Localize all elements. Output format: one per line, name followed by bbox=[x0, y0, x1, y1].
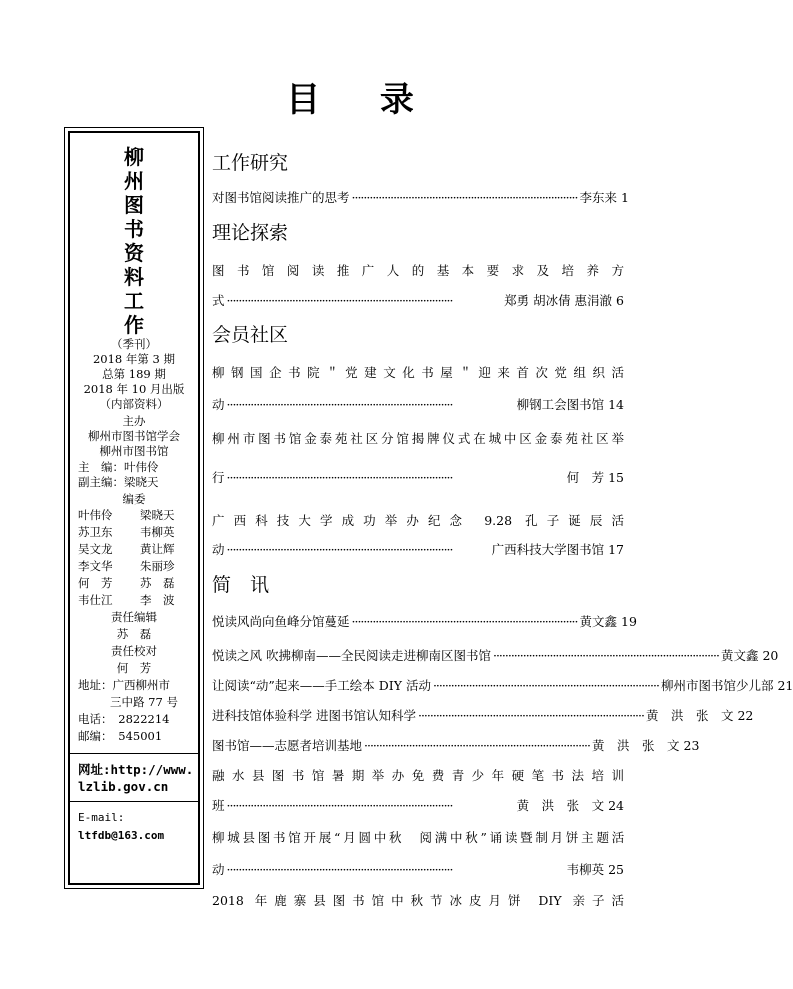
proofreader: 何 芳 bbox=[116, 661, 152, 675]
entry-page: 25 bbox=[608, 862, 624, 877]
entry-title-line-2: 动 bbox=[212, 397, 225, 412]
committee-member: 叶伟伶 bbox=[78, 508, 113, 522]
phone: 电话： 2822214 bbox=[78, 712, 170, 726]
committee-member: 韦柳英 bbox=[140, 525, 175, 539]
leader-dots: ············································································ bbox=[351, 190, 578, 205]
divider bbox=[70, 753, 198, 754]
leader-dots: ············································································ bbox=[226, 470, 453, 485]
toc-entry bbox=[212, 513, 624, 529]
entry-title: 悦读之风 吹拂柳南——全民阅读走进柳南区图书馆 bbox=[212, 648, 491, 663]
committee-member: 吴文龙 bbox=[78, 542, 113, 556]
leader-dots: ············································································ bbox=[417, 708, 644, 723]
section-heading: 会员社区 bbox=[212, 324, 289, 346]
journal-title-char: 柳 bbox=[124, 145, 144, 169]
entry-title-line-1: 融水县图书馆暑期举办免费青少年硬笔书法培训 bbox=[212, 768, 624, 783]
entry-author: 黄文鑫 bbox=[579, 614, 618, 629]
deputy-editor: 副主编：梁晓天 bbox=[78, 475, 159, 489]
email: ltfdb@163.com bbox=[78, 829, 165, 842]
leader-dots: ············································································ bbox=[432, 678, 659, 693]
frequency: （季刊） bbox=[111, 337, 157, 351]
toc-entry-cont bbox=[212, 293, 624, 309]
entry-page: 24 bbox=[608, 798, 624, 813]
journal-title-char: 资 bbox=[124, 241, 144, 265]
toc-entry bbox=[212, 678, 793, 694]
website-line-2: lzlib.gov.cn bbox=[78, 779, 169, 794]
toc-entry-cont bbox=[212, 397, 624, 413]
committee-member: 梁晓天 bbox=[140, 508, 175, 522]
leader-dots: ············································································ bbox=[351, 614, 578, 629]
committee-member: 李文华 bbox=[78, 559, 113, 573]
entry-title: 进科技馆体验科学 进图书馆认知科学 bbox=[212, 708, 416, 723]
leader-dots: ············································································ bbox=[226, 293, 453, 308]
entry-title-line-2: 式 bbox=[212, 293, 225, 308]
committee-member: 苏卫东 bbox=[78, 525, 113, 539]
committee-label: 编委 bbox=[122, 492, 146, 506]
toc-entry bbox=[212, 263, 624, 279]
masthead-inner bbox=[68, 131, 200, 885]
entry-page: 20 bbox=[762, 648, 779, 663]
entry-title: 对图书馆阅读推广的思考 bbox=[212, 190, 350, 205]
toc-entry-cont bbox=[212, 798, 624, 814]
journal-title-char: 州 bbox=[124, 169, 144, 193]
entry-author: 柳钢工会图书馆 bbox=[516, 397, 605, 412]
address-line-1: 地址：广西柳州市 bbox=[78, 678, 170, 692]
toc-entry bbox=[212, 190, 629, 206]
entry-author: 黄文鑫 bbox=[720, 648, 759, 663]
masthead-box bbox=[64, 127, 204, 889]
leader-dots: ············································································ bbox=[226, 542, 453, 557]
journal-title-char: 工 bbox=[124, 289, 144, 313]
toc-entry-cont bbox=[212, 542, 624, 558]
sponsor-label: 主办 bbox=[122, 414, 146, 428]
leader-dots: ············································································ bbox=[364, 738, 590, 753]
address-line-2: 三中路 77 号 bbox=[110, 695, 178, 709]
entry-title-line-2: 行 bbox=[212, 470, 225, 485]
entry-title-line-1: 柳州市图书馆金泰苑社区分馆揭牌仪式在城中区金泰苑社区举 bbox=[212, 431, 624, 446]
issue-number: 2018 年第 3 期 bbox=[92, 352, 176, 366]
entry-page: 15 bbox=[608, 470, 624, 485]
entry-title-line-1: 柳钢国企书院＂党建文化书屋＂迎来首次党组织活 bbox=[212, 365, 624, 380]
leader-dots: ············································································ bbox=[492, 648, 719, 663]
entry-page: 22 bbox=[737, 708, 754, 723]
entry-author: 黄 洪 张 文 bbox=[516, 798, 605, 813]
entry-author: 柳州市图书馆少儿部 bbox=[660, 678, 774, 693]
entry-title-line-1: 图书馆阅读推广人的基本要求及培养方 bbox=[212, 263, 624, 278]
toc-entry bbox=[212, 614, 637, 630]
entry-title-line-2: 动 bbox=[212, 542, 225, 557]
entry-title-line-2: 动 bbox=[212, 862, 225, 877]
page-title: 目 录 bbox=[286, 80, 438, 120]
editor-in-chief: 主 编：叶伟伶 bbox=[78, 460, 159, 474]
responsible-editor-label: 责任编辑 bbox=[111, 610, 157, 624]
divider bbox=[70, 801, 198, 802]
toc-entry-cont bbox=[212, 862, 624, 878]
publish-date: 2018 年 10 月出版 bbox=[83, 382, 185, 396]
entry-author: 广西科技大学图书馆 bbox=[491, 542, 605, 557]
committee-member: 李 波 bbox=[140, 593, 175, 607]
entry-page: 6 bbox=[616, 293, 624, 308]
entry-author: 韦柳英 bbox=[566, 862, 605, 877]
toc-entry bbox=[212, 431, 624, 447]
entry-author: 郑勇 胡冰倩 惠涓澈 bbox=[504, 293, 613, 308]
entry-title: 悦读风尚向鱼峰分馆蔓延 bbox=[212, 614, 350, 629]
entry-author: 黄 洪 张 文 bbox=[645, 708, 734, 723]
entry-title: 让阅读“动”起来——手工绘本 DIY 活动 bbox=[212, 678, 431, 693]
toc-entry bbox=[212, 893, 624, 909]
committee-member: 何 芳 bbox=[78, 576, 113, 590]
entry-title: 图书馆——志愿者培训基地 bbox=[212, 738, 363, 753]
sponsor-1: 柳州市图书馆学会 bbox=[88, 429, 180, 443]
entry-page: 1 bbox=[621, 190, 629, 205]
committee-member: 韦仕江 bbox=[78, 593, 113, 607]
total-issue: 总第 189 期 bbox=[102, 367, 166, 381]
section-heading: 理论探索 bbox=[212, 222, 289, 244]
toc-entry bbox=[212, 768, 624, 784]
section-heading: 简 讯 bbox=[212, 574, 270, 596]
entry-page: 14 bbox=[608, 397, 624, 412]
toc-entry bbox=[212, 648, 779, 664]
entry-author: 何 芳 bbox=[566, 470, 605, 485]
sponsor-2: 柳州市图书馆 bbox=[99, 444, 169, 458]
committee-member: 朱丽珍 bbox=[140, 559, 175, 573]
committee-member: 黄让辉 bbox=[140, 542, 175, 556]
leader-dots: ············································································ bbox=[226, 798, 453, 813]
entry-title-line-1: 柳城县图书馆开展“月圆中秋 阅满中秋”诵读暨制月饼主题活 bbox=[212, 830, 624, 845]
postcode: 邮编： 545001 bbox=[78, 729, 163, 743]
toc-entry bbox=[212, 708, 754, 724]
responsible-editor: 苏 磊 bbox=[116, 627, 152, 641]
section-heading: 工作研究 bbox=[212, 152, 289, 174]
entry-title-line-2: 班 bbox=[212, 798, 225, 813]
toc-entry bbox=[212, 365, 624, 381]
committee-member: 苏 磊 bbox=[140, 576, 175, 590]
leader-dots: ············································································ bbox=[226, 397, 453, 412]
entry-page: 21 bbox=[777, 678, 793, 693]
journal-title-char: 书 bbox=[124, 217, 144, 241]
toc-entry bbox=[212, 738, 700, 754]
journal-title-char: 作 bbox=[124, 313, 144, 337]
website-line-1: 网址:http://www. bbox=[78, 762, 194, 777]
proofreader-label: 责任校对 bbox=[111, 644, 157, 658]
toc-entry bbox=[212, 830, 624, 846]
toc-entry-cont bbox=[212, 470, 624, 486]
email-label: E-mail: bbox=[78, 811, 125, 824]
journal-title-char: 料 bbox=[124, 265, 144, 289]
entry-page: 17 bbox=[608, 542, 624, 557]
entry-title-line-1: 广西科技大学成功举办纪念 9.28 孔子诞辰活 bbox=[212, 513, 624, 528]
journal-title-char: 图 bbox=[124, 193, 144, 217]
leader-dots: ············································································ bbox=[226, 862, 453, 877]
entry-page: 23 bbox=[683, 738, 700, 753]
entry-author: 李东来 bbox=[579, 190, 618, 205]
entry-page: 19 bbox=[621, 614, 637, 629]
entry-author: 黄 洪 张 文 bbox=[592, 738, 680, 753]
entry-title-line-1: 2018 年鹿寨县图书馆中秋节冰皮月饼 DIY 亲子活 bbox=[212, 893, 624, 908]
internal-note: （内部资料） bbox=[99, 397, 169, 411]
